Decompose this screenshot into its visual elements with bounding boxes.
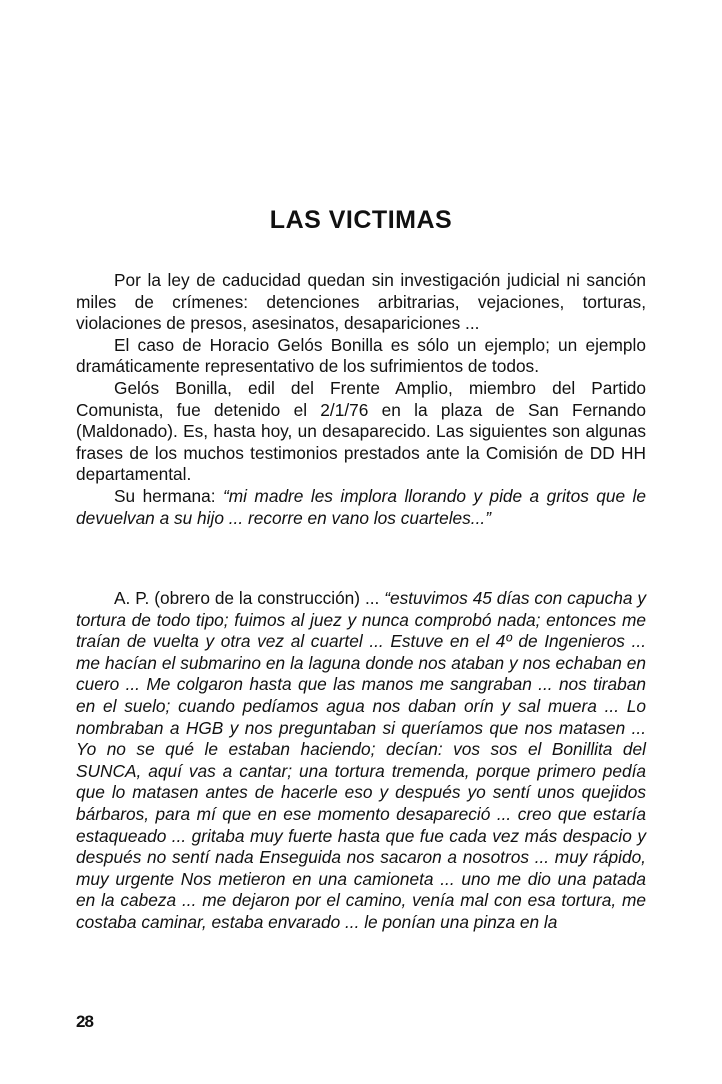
paragraph-2: El caso de Horacio Gelós Bonilla es sólo un ejemplo; un ejemplo dramáticamente representativo de los sufrimientos de todos. [76, 334, 646, 377]
page-title: LAS VICTIMAS [269, 206, 453, 234]
sister-quote-lead: Su hermana: [114, 485, 224, 506]
sister-quote-paragraph [76, 486, 646, 529]
testimony-lead: A. P. (obrero de la construcción) ... [114, 588, 385, 608]
testimony-text [76, 588, 646, 934]
sister-quote-text: “mi madre les implora llorando y pide a gritos que le devuelvan a su hijo ... recorre en vano los cuarteles...” [76, 485, 646, 528]
testimony-quote: “estuvimos 45 días con capucha y tortura de todo tipo; fuimos al juez y nunca comprobó nada; entonces me traían de vuelta y otra vez al cuartel ... Estuve en el 4º de Ingenieros ... me hacían el submarino en la laguna donde nos ataban y nos echaban en cuero ... Me colgaron hasta que las manos me sangraban ... nos tiraban en el suelo; cuando pedíamos agua nos daban orín y sal muera ... Lo nombraban a HGB y nos preguntaban si queríamos que nos matasen ... Yo no se qué le estaban haciendo; decían: vos sos el Bonillita del SUNCA, aquí vas a cantar; una tortura tremenda, porque primero pedía que lo matasen antes de hacerle eso y después yo sentí unos quejidos bárbaros, para mí que en ese momento desapareció ... creo que estaría estaqueado ... gritaba muy fuerte hasta que fue cada vez más despacio y después no sentí nada Enseguida nos sacaron a nosotros ... muy rápido, muy urgente Nos metieron en una camioneta ... uno me dio una patada en la cabeza ... me dejaron por el camino, venía mal con esa tortura, me costaba caminar, estaba envarado ... le ponían una pinza en la [76, 588, 646, 932]
paragraph-3: Gelós Bonilla, edil del Frente Amplio, miembro del Partido Comunista, fue detenido el 2/1/76 en la plaza de San Fernando (Maldonado). Es, hasta hoy, un desaparecido. Las siguientes son algunas frases de los muchos testimonios prestados ante la Comisión de DD HH departamental. [76, 377, 646, 485]
page-number: 28 [76, 1012, 93, 1031]
intro-text [76, 270, 646, 529]
paragraph-1: Por la ley de caducidad quedan sin investigación judicial ni sanción miles de crímenes: detenciones arbitrarias, vejaciones, torturas, violaciones de presos, asesinatos, desapariciones ... [76, 270, 646, 334]
testimony-paragraph [76, 588, 646, 934]
book-page [76, 0, 646, 1084]
